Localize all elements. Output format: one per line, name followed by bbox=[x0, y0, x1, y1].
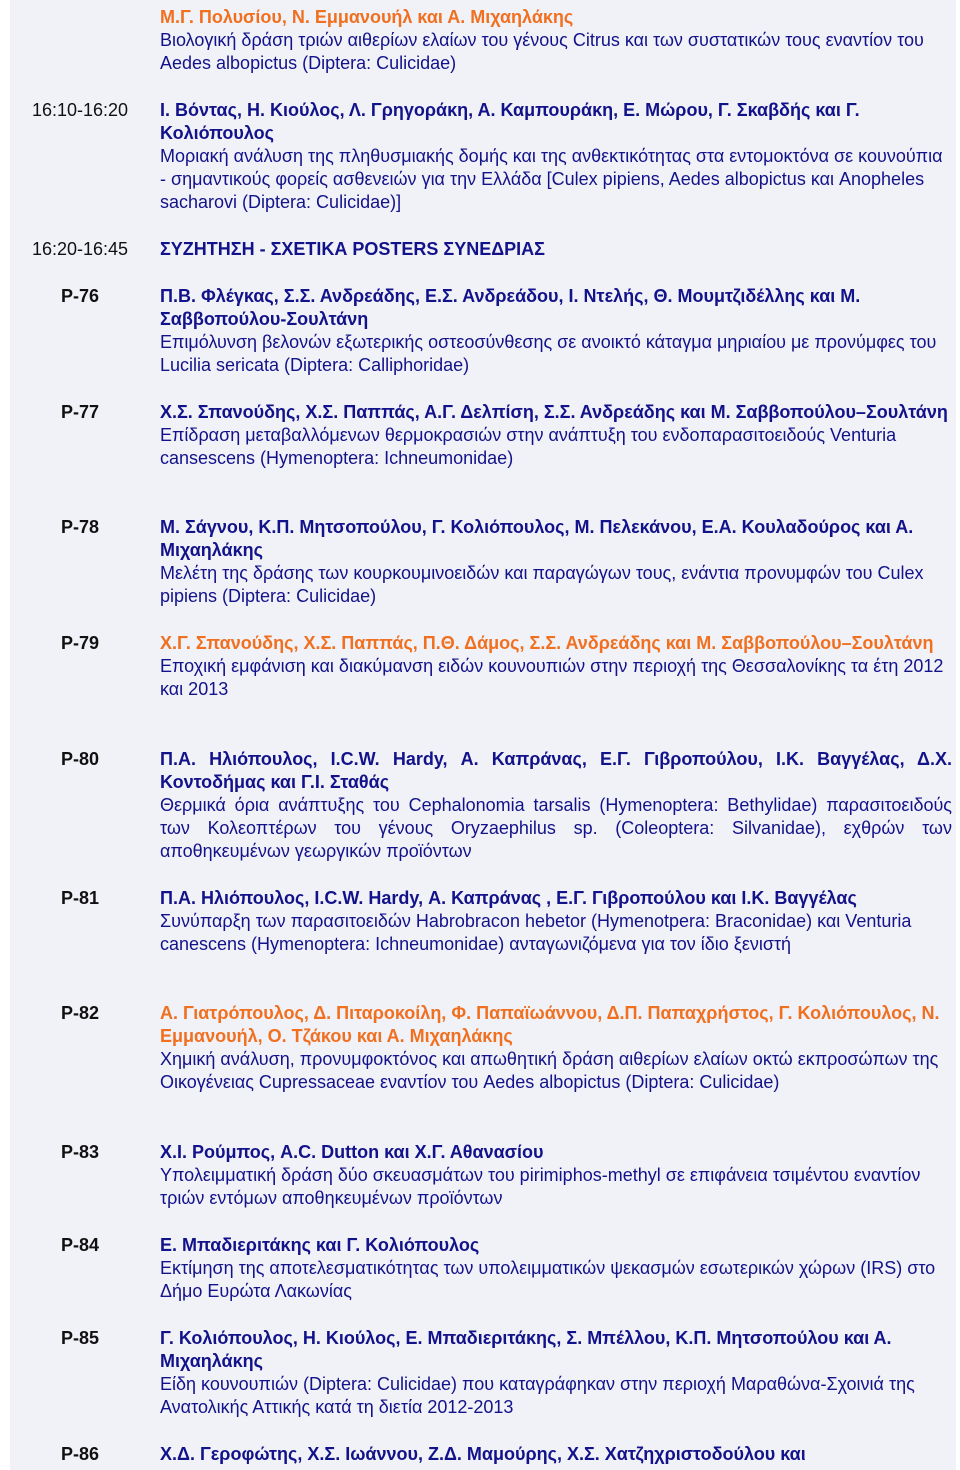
entry-title: Εκτίμηση της αποτελεσματικότητας των υπολειμματικών ψεκασμών εσωτερικών χώρων (IRS) στο Δήμο Ευρώτα Λακωνίας bbox=[160, 1258, 936, 1301]
entry-authors: Χ.Γ. Σπανούδης, Χ.Σ. Παππάς, Π.Θ. Δάμος, Σ.Σ. Ανδρεάδης και Μ. Σαββοπούλου–Σουλτάνη bbox=[160, 633, 934, 653]
entry-title: Χημική ανάλυση, προνυμφοκτόνος και απωθητική δράση αιθερίων ελαίων οκτώ εκπροσώπων της Οικογένειας Cupressaceae εναντίον του Aedes albopictus (Diptera: Culicidae) bbox=[160, 1049, 939, 1092]
entry-authors: Π.Β. Φλέγκας, Σ.Σ. Ανδρεάδης, Ε.Σ. Ανδρεάδου, Ι. Ντελής, Θ. Μουμτζιδέλλης και Μ. Σαββοπούλου-Σουλτάνη bbox=[160, 286, 861, 329]
poster-code: P-76 bbox=[60, 286, 100, 306]
entry-title: Θερμικά όρια ανάπτυξης του Cephalonomia tarsalis (Hymenoptera: Bethylidae) παρασιτοειδούς των Κολεοπτέρων του γένους Oryzaephilus sp. (Coleoptera: Silvanidae), εχθρών των αποθηκευμένων γεωργικών προϊόντων bbox=[160, 795, 952, 861]
entry-authors: Μ. Σάγνου, Κ.Π. Μητσοπούλου, Γ. Κολιόπουλος, Μ. Πελεκάνου, Ε.Α. Κουλαδούρος και Α. Μιχαηλάκης bbox=[160, 517, 914, 560]
poster-code: P-86 bbox=[60, 1444, 100, 1464]
entry-title: Μοριακή ανάλυση της πληθυσμιακής δομής και της ανθεκτικότητας στα εντομοκτόνα σε κουνούπια - σημαντικούς φορείς ασθενειών για την Ελλάδα [Culex pipiens, Aedes albopictus και Anopheles sacharovi (Diptera: Culicidae)] bbox=[160, 146, 943, 212]
entry-authors: Α. Γιατρόπουλος, Δ. Πιταροκοίλη, Φ. Παπαϊωάννου, Δ.Π. Παπαχρήστος, Γ. Κολιόπουλος, Ν. Εμμανουήλ, Ο. Τζάκου και Α. Μιχαηλάκης bbox=[160, 1003, 940, 1046]
entry-title: Βιολογική δράση τριών αιθερίων ελαίων του γένους Citrus και των συστατικών τους εναντίον του Aedes albopictus (Diptera: Culicidae) bbox=[160, 30, 924, 73]
poster-code: P-82 bbox=[60, 1003, 100, 1023]
entry-title: Επιμόλυνση βελονών εξωτερικής οστεοσύνθεσης σε ανοικτό κάταγμα μηριαίου με προνύμφες του Lucilia sericata (Diptera: Calliphoridae) bbox=[160, 332, 937, 375]
poster-code: P-80 bbox=[60, 749, 100, 769]
entry-title: Υπολειμματική δράση δύο σκευασμάτων του pirimiphos-methyl σε επιφάνεια τσιμέντου εναντίον τριών εντόμων αποθηκευμένων προϊόντων bbox=[160, 1165, 921, 1208]
entry-title: Είδη κουνουπιών (Diptera: Culicidae) που καταγράφηκαν στην περιοχή Μαραθώνα-Σχοινιά της Ανατολικής Αττικής κατά τη διετία 2012-2013 bbox=[160, 1374, 915, 1417]
entry-authors: Γ. Κολιόπουλος, Η. Κιούλος, Ε. Μπαδιεριτάκης, Σ. Μπέλλου, Κ.Π. Μητσοπούλου και Α. Μιχαηλάκης bbox=[160, 1328, 892, 1371]
entry-authors: Ε. Μπαδιεριτάκης και Γ. Κολιόπουλος bbox=[160, 1235, 480, 1255]
entry-title: Μελέτη της δράσης των κουρκουμινοειδών και παραγώγων τους, ενάντια προνυμφών του Culex pipiens (Diptera: Culicidae) bbox=[160, 563, 924, 606]
entry-title: Εποχική εμφάνιση και διακύμανση ειδών κουνουπιών στην περιοχή της Θεσσαλονίκης τα έτη 2012 και 2013 bbox=[160, 656, 944, 699]
poster-code: P-81 bbox=[60, 888, 100, 908]
session-heading: ΣΥΖΗΤΗΣΗ - ΣΧΕΤΙΚΑ POSTERS ΣΥΝΕΔΡΙΑΣ bbox=[160, 239, 545, 259]
entry-authors: Π.Α. Ηλιόπουλος, I.C.W. Hardy, Α. Καπράνας, Ε.Γ. Γιβροπούλου, Ι.Κ. Βαγγέλας, Δ.Χ. Κοντοδήμας και Γ.Ι. Σταθάς bbox=[160, 749, 952, 792]
poster-code: P-78 bbox=[60, 517, 100, 537]
entry-title: Επίδραση μεταβαλλόμενων θερμοκρασιών στην ανάπτυξη του ενδοπαρασιτοειδούς Venturia cansescens (Hymenoptera: Ichneumonidae) bbox=[160, 425, 897, 468]
poster-code: P-84 bbox=[60, 1235, 100, 1255]
entry-title: Συνύπαρξη των παρασιτοειδών Habrobracon hebetor (Hymenotpera: Braconidae) και Venturia canescens (Hymenoptera: Ichneumonidae) ανταγωνιζόμενα για τον ίδιο ξενιστή bbox=[160, 911, 912, 954]
entry-authors: Ι. Βόντας, Η. Κιούλος, Λ. Γρηγοράκη, Α. Καμπουράκη, Ε. Μώρου, Γ. Σκαβδής και Γ. Κολιόπουλος bbox=[160, 100, 860, 143]
time-slot: 16:20-16:45 bbox=[31, 239, 129, 259]
entry-authors: Χ.Ι. Ρούμπος, A.C. Dutton και Χ.Γ. Αθανασίου bbox=[160, 1142, 544, 1162]
document-page bbox=[10, 0, 956, 1470]
entry-authors: Μ.Γ. Πολυσίου, Ν. Εμμανουήλ και Α. Μιχαηλάκης bbox=[160, 7, 574, 27]
poster-code: P-83 bbox=[60, 1142, 100, 1162]
entry-authors: Χ.Δ. Γεροφώτης, Χ.Σ. Ιωάννου, Ζ.Δ. Μαμούρης, Χ.Σ. Χατζηχριστοδούλου και bbox=[160, 1444, 806, 1464]
poster-code: P-79 bbox=[60, 633, 100, 653]
poster-code: P-77 bbox=[60, 402, 100, 422]
entry-authors: Π.Α. Ηλιόπουλος, I.C.W. Hardy, Α. Καπράνας , Ε.Γ. Γιβροπούλου και Ι.Κ. Βαγγέλας bbox=[160, 888, 857, 908]
poster-code: P-85 bbox=[60, 1328, 100, 1348]
entry-authors: Χ.Σ. Σπανούδης, Χ.Σ. Παππάς, Α.Γ. Δελπίση, Σ.Σ. Ανδρεάδης και Μ. Σαββοπούλου–Σουλτάνη bbox=[160, 402, 948, 422]
time-slot: 16:10-16:20 bbox=[31, 100, 129, 120]
